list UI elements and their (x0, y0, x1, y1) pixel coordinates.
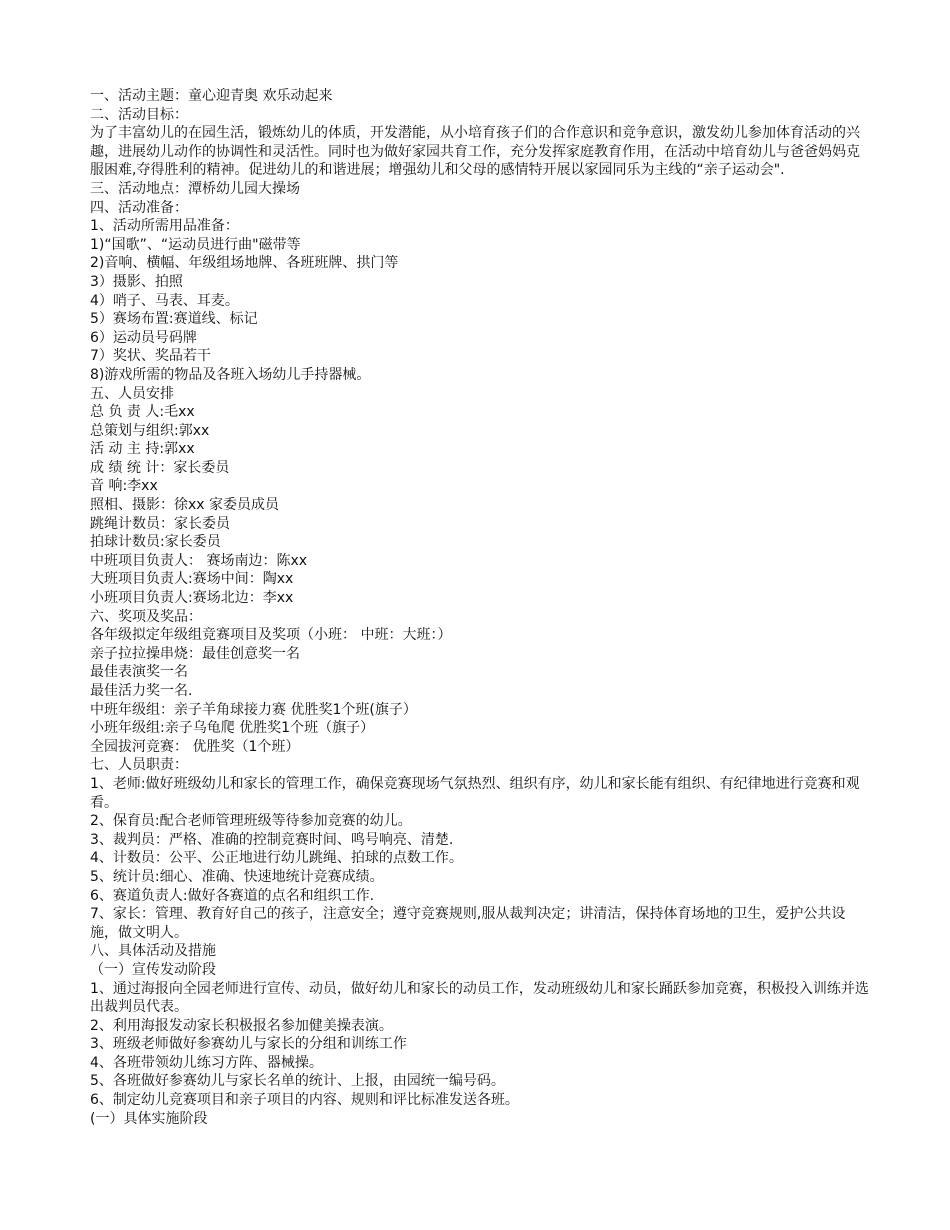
text-line: 四、活动准备： (90, 199, 188, 216)
text-line: 2)音响、横幅、年级组场地牌、各班班牌、拱门等 (90, 255, 399, 272)
text-line: 4、计数员：公平、公正地进行幼儿跳绳、拍球的点数工作。 (90, 850, 463, 867)
text-line: 7）奖状、奖品若干 (90, 348, 211, 365)
text-line: 2、保育员:配合老师管理班级等待参加竞赛的幼儿。 (90, 813, 412, 830)
text-line: 7、家长：管理、教育好自己的孩子，注意安全；遵守竞赛规则,服从裁判决定；讲清洁，保持体育场地的卫生，爱护公共设施，做文明人。 (90, 906, 846, 941)
text-line: 2、利用海报发动家长积极报名参加健美操表演。 (90, 1017, 393, 1034)
text-line: 总 负 责 人:毛xx (90, 404, 195, 421)
text-line: 中班年级组：亲子羊角球接力赛 优胜奖1个班(旗子） (90, 701, 417, 718)
text-line: 1、老师:做好班级幼儿和家长的管理工作，确保竞赛现场气氛热烈、组织有序，幼儿和家长能有组织、有纪律地进行竞赛和观看。 (90, 775, 860, 811)
text-line: 为了丰富幼儿的在园生活，锻炼幼儿的体质，开发潜能，从小培育孩子们的合作意识和竞争意识，激发幼儿参加体育活动的兴趣，进展幼儿动作的协调性和灵活性。同时也为做好家园共育工作，充分发挥家庭教育作用，在活动中培育幼儿与爸爸妈妈克服困难,夺得胜利的精神。促进幼儿的和谐进展；增强幼儿和父母的感情特开展以家园同乐为主线的“亲子运动会". (90, 125, 860, 179)
text-line: 1、通过海报向全园老师进行宣传、动员，做好幼儿和家长的动员工作，发动班级幼儿和家长踊跃参加竞赛，积极投入训练并选出裁判员代表。 (90, 980, 869, 1016)
text-line: 3、裁判员：严格、准确的控制竞赛时间、鸣号响亮、清楚. (90, 831, 454, 848)
text-line: 小班项目负责人:赛场北边：李xx (90, 590, 294, 607)
document-body (90, 87, 870, 1128)
text-line: （一）宣传发动阶段 (90, 961, 216, 978)
text-line: 中班项目负责人： 赛场南边：陈xx (90, 552, 308, 569)
text-line: 最佳活力奖一名. (90, 683, 193, 699)
text-line: 4）哨子、马表、耳麦。 (90, 292, 239, 309)
text-line: (一）具体实施阶段 (90, 1110, 208, 1127)
text-line: 七、人员职责： (90, 757, 188, 774)
text-line: 一、活动主题：童心迎青奥 欢乐动起来 (90, 88, 333, 104)
text-line: 八、具体活动及措施 (90, 943, 216, 960)
text-line: 音 响:李xx (90, 478, 158, 495)
text-line: 小班年级组:亲子乌龟爬 优胜奖1个班（旗子） (90, 720, 375, 737)
text-line: 拍球计数员:家长委员 (90, 534, 221, 551)
text-line: 最佳表演奖一名 (90, 664, 188, 681)
text-line: 跳绳计数员：家长委员 (90, 515, 230, 532)
text-line: 3、班级老师做好参赛幼儿与家长的分组和训练工作 (90, 1036, 407, 1053)
text-line: 亲子拉拉操串烧：最佳创意奖一名 (90, 645, 300, 662)
text-line: 1、活动所需用品准备： (90, 218, 239, 235)
text-line: 4、各班带领幼儿练习方阵、器械操。 (90, 1054, 323, 1071)
text-line: 六、奖项及奖品： (90, 608, 202, 625)
text-line: 照相、摄影：徐xx 家委员成员 (90, 497, 280, 514)
text-line: 活 动 主 持:郭xx (90, 441, 195, 458)
text-line: 全园拔河竞赛： 优胜奖（1个班） (90, 738, 300, 755)
text-line: 8)游戏所需的物品及各班入场幼儿手持器械。 (90, 366, 371, 383)
text-line: 三、活动地点：潭桥幼儿园大操场 (90, 180, 300, 197)
text-line: 6、赛道负责人:做好各赛道的点名和组织工作. (90, 887, 375, 904)
text-line: 3）摄影、拍照 (90, 273, 183, 290)
text-line: 5、各班做好参赛幼儿与家长名单的统计、上报，由园统一编号码。 (90, 1073, 505, 1090)
text-line: 二、活动目标： (90, 106, 188, 123)
text-line: 大班项目负责人:赛场中间：陶xx (90, 571, 294, 588)
text-line: 1)“国歌”、“运动员进行曲"磁带等 (90, 236, 301, 253)
text-line: 6）运动员号码牌 (90, 329, 197, 346)
text-line: 总策划与组织:郭xx (90, 422, 210, 439)
text-line: 各年级拟定年级组竞赛项目及奖项（小班： 中班：大班：） (90, 627, 452, 644)
text-line: 成 绩 统 计：家长委员 (90, 459, 230, 476)
text-line: 5）赛场布置:赛道线、标记 (90, 311, 258, 328)
text-line: 五、人员安排 (90, 385, 174, 402)
text-line: 5、统计员:细心、准确、快速地统计竞赛成绩。 (90, 868, 384, 885)
text-line: 6、制定幼儿竞赛项目和亲子项目的内容、规则和评比标准发送各班。 (90, 1092, 519, 1109)
